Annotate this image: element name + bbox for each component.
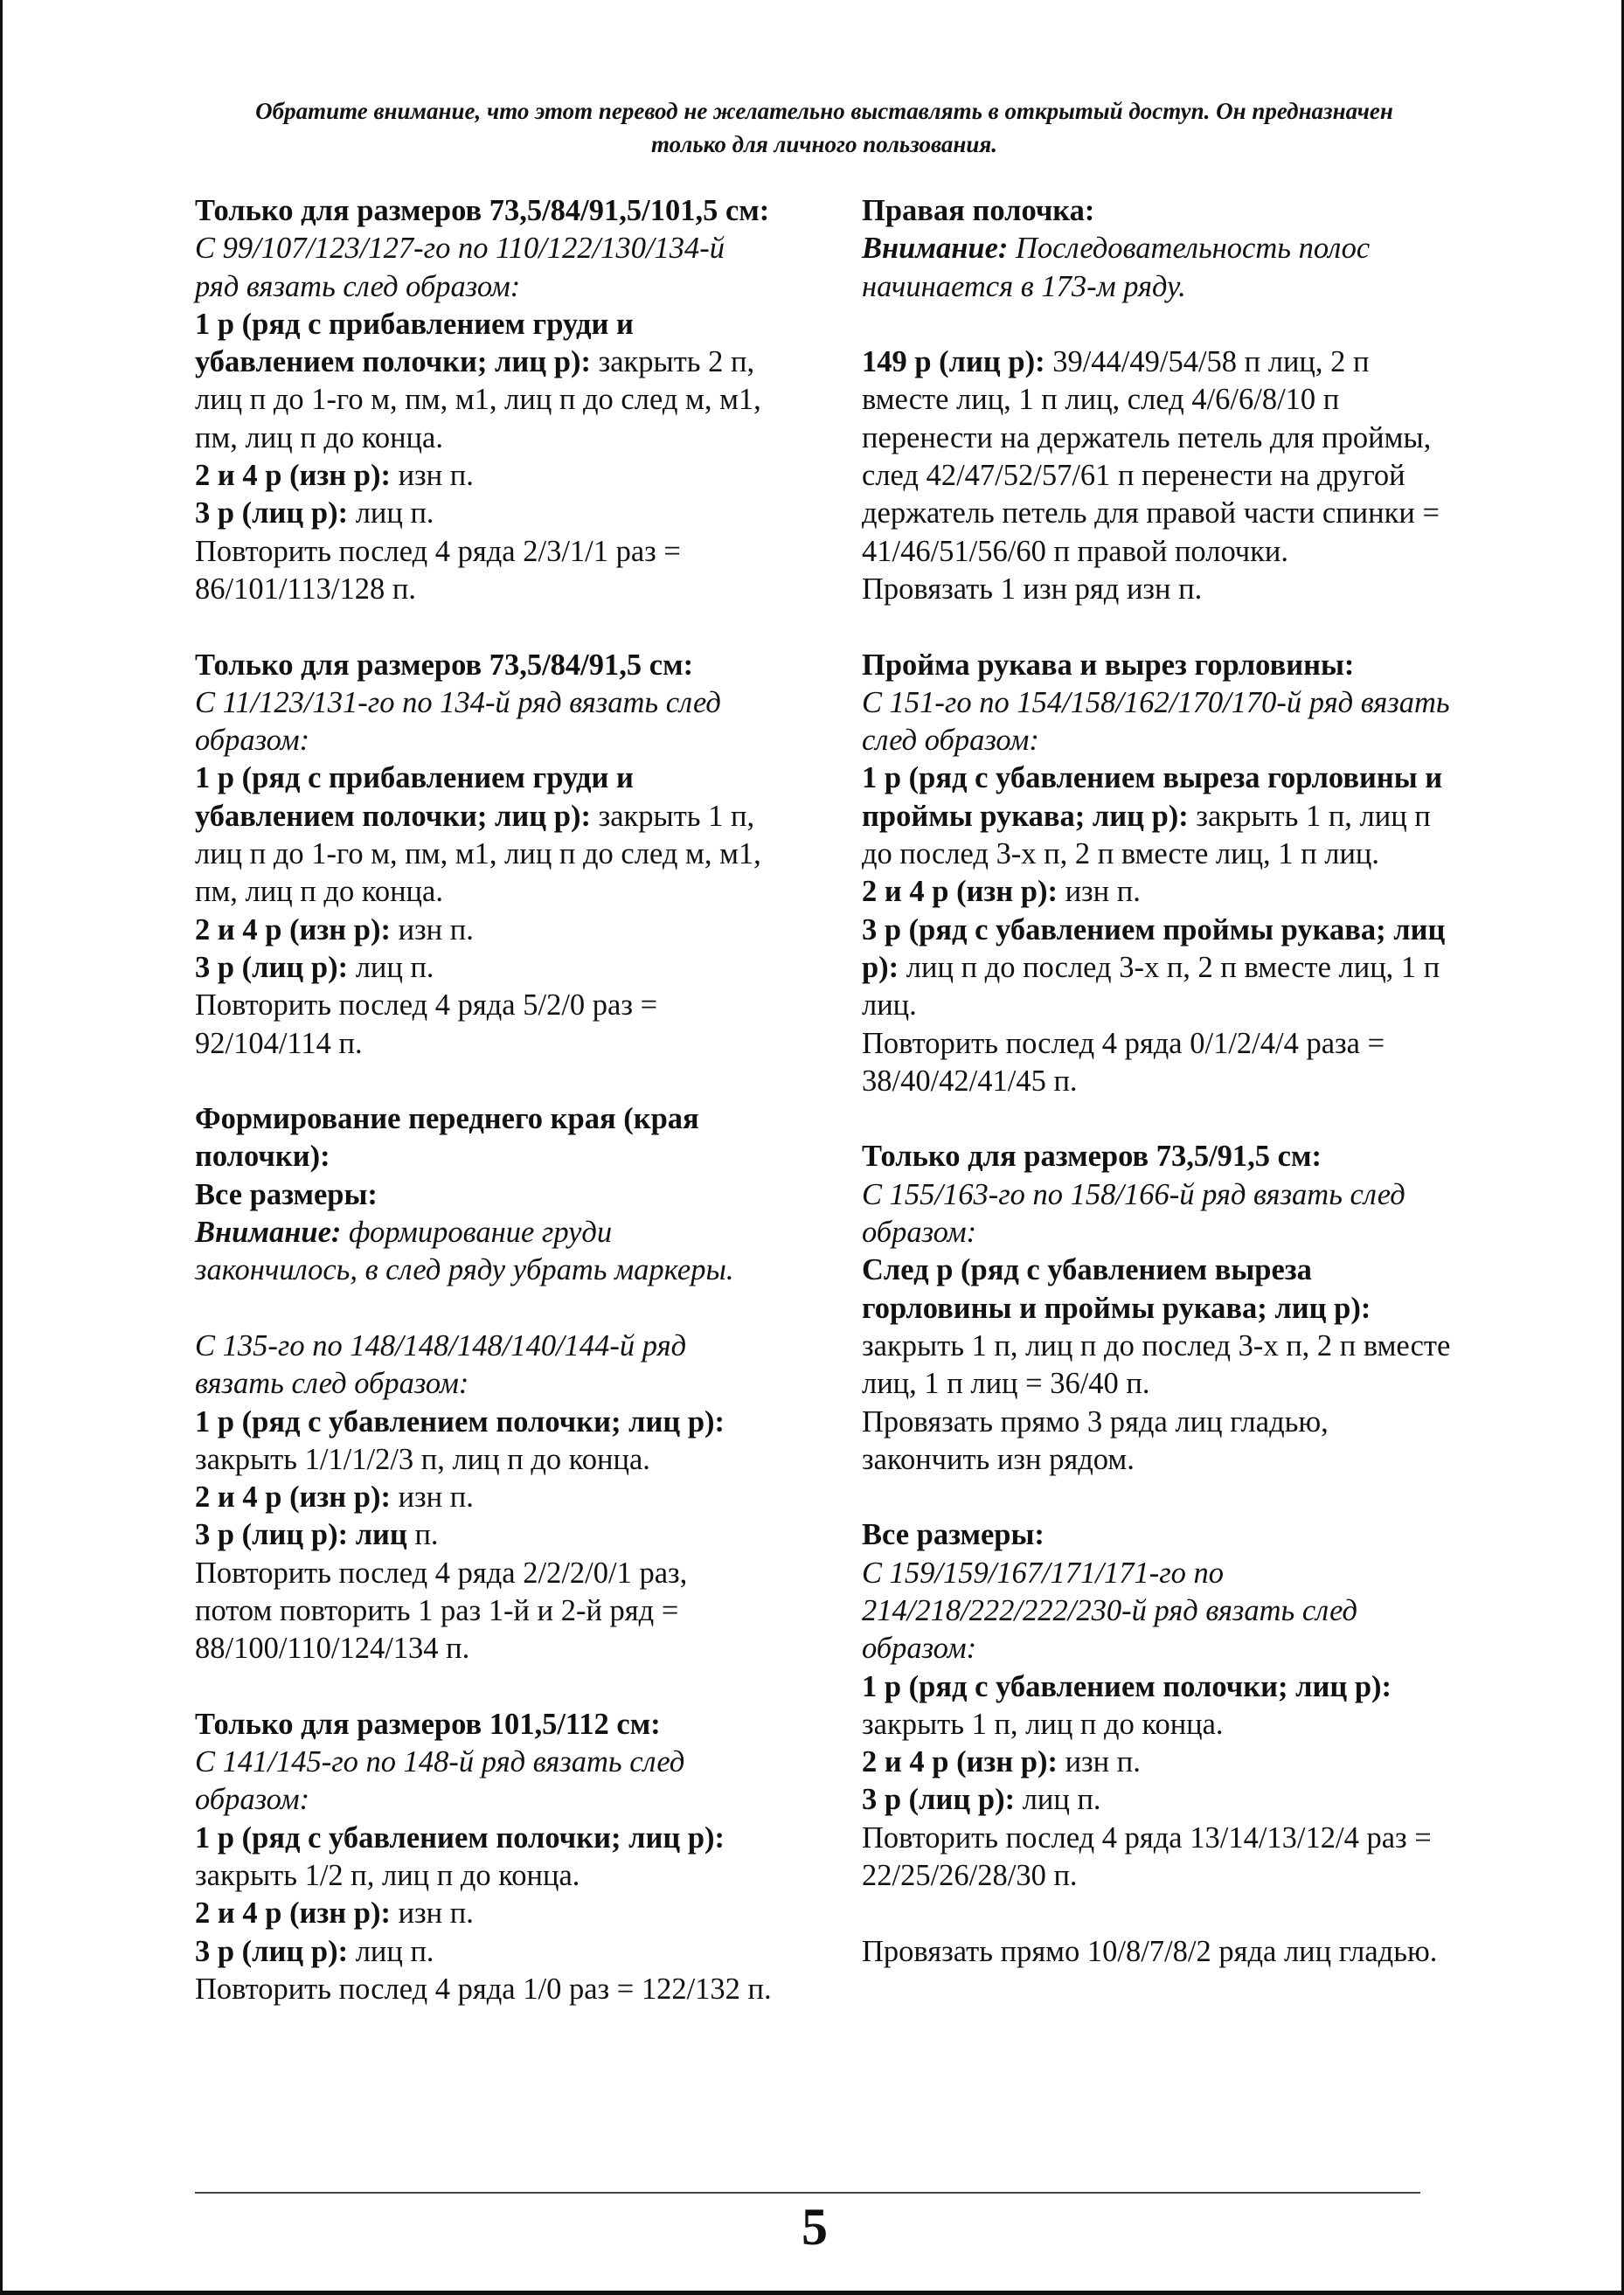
section-heading: Только для размеров 101,5/112 см: [195, 1707, 661, 1741]
row-instruction [195, 1516, 772, 1554]
row-label: След р (ряд с убавлением выреза горловины и проймы рукава; лиц р): [862, 1253, 1371, 1325]
row-label: 2 и 4 р (изн р): [195, 1480, 391, 1515]
row-instruction [862, 343, 1456, 571]
row-text: закрыть 1 п, лиц п до послед 3-х п, 2 п вместе лиц, 1 п лиц. [862, 799, 1431, 871]
row-text: 39/44/49/54/58 п лиц, 2 п вместе лиц, 1 п лиц, след 4/6/6/8/10 п перенести на держатель петель для проймы, след 42/47/52/57/61 п перенести на другой держатель петель для правой части спинки = 41/46/51/56/60 п правой полочки. [862, 345, 1440, 568]
row-text: лиц п до послед 3-х п, 2 п вместе лиц, 1 п лиц. [862, 950, 1440, 1023]
section-heading: Правая полочка: [862, 194, 1095, 227]
instruction-section [862, 1933, 1456, 1971]
row-instruction [862, 1668, 1456, 1744]
row-text: закрыть 1/2 п, лиц п до конца. [195, 1859, 580, 1893]
row-instruction [862, 1252, 1456, 1403]
row-text: лиц п. [348, 496, 434, 530]
repeat-instruction: Повторить послед 4 ряда 2/2/2/0/1 раз, потом повторить 1 раз 1-й и 2-й ряд = 88/100/110/124/134 п. [195, 1556, 688, 1666]
row-label: 1 р (ряд с убавлением полочки; лиц р): [195, 1404, 725, 1439]
row-label: 2 и 4 р (изн р): [862, 1745, 1058, 1779]
repeat-instruction: Повторить послед 4 ряда 13/14/13/12/4 раз = 22/25/26/28/30 п. [862, 1820, 1432, 1893]
instruction-section [195, 192, 772, 608]
row-text: закрыть 1/1/1/2/3 п, лиц п до конца. [195, 1442, 650, 1476]
repeat-instruction: Повторить послед 4 ряда 0/1/2/4/4 раза = 38/40/42/41/45 п. [862, 1026, 1385, 1098]
row-label: 1 р (ряд с прибавлением груди и убавлением полочки; лиц р): [195, 307, 634, 379]
attention-note [195, 1214, 772, 1290]
row-text: лиц п. [348, 950, 434, 984]
row-label: 2 и 4 р (изн р): [195, 912, 391, 946]
row-instruction [195, 759, 772, 911]
row-text: изн п. [390, 1896, 474, 1931]
row-instruction [195, 457, 772, 495]
row-label: 2 и 4 р (изн р): [195, 1896, 391, 1931]
section-heading: Все размеры: [862, 1518, 1044, 1552]
section-heading: Только для размеров 73,5/84/91,5/101,5 см: [195, 194, 770, 227]
privacy-notice: Обратите внимание, что этот перевод не желательно выставлять в открытый доступ. Он предназначен только для личного пользования. [255, 98, 1393, 157]
row-label: 3 р (лиц р): [195, 496, 349, 530]
row-label: 3 р (лиц р): [195, 950, 349, 984]
rows-range-intro: С 99/107/123/127-го по 110/122/130/134-й ряд вязать след образом: [195, 232, 725, 303]
rows-range-intro: С 11/123/131-го по 134-й ряд вязать след образом: [195, 685, 721, 758]
row-instruction [862, 912, 1456, 1025]
row-text: закрыть 2 п, лиц п до 1-го м, пм, м1, лиц п до след м, м1, пм, лиц п до конца. [195, 345, 761, 454]
repeat-instruction: Провязать прямо 10/8/7/8/2 ряда лиц гладью. [862, 1934, 1438, 1968]
instruction-section [862, 1138, 1456, 1479]
row-instruction [195, 495, 772, 532]
row-label: 1 р (ряд с убавлением выреза горловины и проймы рукава; лиц р): [862, 761, 1443, 833]
rows-range-intro: С 141/145-го по 148-й ряд вязать след образом: [195, 1745, 685, 1817]
instruction-section [862, 1516, 1456, 1895]
row-label: 3 р (лиц р): [862, 1783, 1016, 1817]
repeat-instruction: Провязать 1 изн ряд изн п. [862, 572, 1203, 606]
page-number: 5 [802, 2198, 828, 2256]
row-label: 1 р (ряд с прибавлением груди и убавлением полочки; лиц р): [195, 761, 634, 833]
instruction-section [862, 647, 1456, 1101]
row-text: изн п. [390, 459, 474, 493]
row-label: 2 и 4 р (изн р): [862, 875, 1058, 909]
row-instruction [195, 1895, 772, 1932]
row-instruction [195, 949, 772, 987]
attention-text: формирование груди закончилось, в след ряду убрать маркеры. [195, 1216, 734, 1287]
row-text: изн п. [390, 1480, 474, 1515]
section-heading: Формирование переднего края (края полочки): [195, 1102, 699, 1174]
row-instruction [862, 873, 1456, 911]
rows-range-intro: С 159/159/167/171/171-го по 214/218/222/222/230-й ряд вязать след образом: [862, 1556, 1357, 1666]
section-subheading: Все размеры: [195, 1177, 378, 1211]
row-label: 149 р (лиц р): [862, 345, 1045, 379]
row-instruction [195, 1820, 772, 1896]
rows-range-intro: С 151-го по 154/158/162/170/170-й ряд вязать след образом: [862, 685, 1450, 758]
row-label: 1 р (ряд с убавлением полочки; лиц р): [195, 1820, 725, 1855]
row-instruction [862, 1781, 1456, 1819]
rows-range-intro: С 155/163-го по 158/166-й ряд вязать след образом: [862, 1177, 1405, 1250]
row-text: изн п. [390, 912, 474, 946]
section-heading: Только для размеров 73,5/91,5 см: [862, 1140, 1322, 1174]
row-text: закрыть 1 п, лиц п до 1-го м, пм, м1, лиц п до след м, м1, пм, лиц п до конца. [195, 799, 761, 909]
row-text: лиц п. [1015, 1783, 1101, 1817]
row-instruction [195, 1479, 772, 1516]
row-label: 3 р (лиц р): [195, 1934, 349, 1968]
rows-range-intro: С 135-го по 148/148/148/140/144-й ряд вязать след образом: [195, 1328, 687, 1401]
row-instruction [862, 759, 1456, 873]
row-label: 1 р (ряд с убавлением полочки; лиц р): [862, 1669, 1392, 1703]
attention-note [862, 230, 1456, 306]
attention-label: Внимание: [195, 1216, 342, 1250]
instruction-section [195, 1328, 772, 1668]
row-instruction [195, 912, 772, 949]
repeat-instruction: Повторить послед 4 ряда 1/0 раз = 122/132 п. [195, 1972, 772, 2006]
instruction-section [195, 1100, 772, 1289]
row-instruction [195, 1933, 772, 1971]
section-heading: Только для размеров 73,5/84/91,5 см: [195, 648, 694, 682]
repeat-instruction: Повторить послед 4 ряда 5/2/0 раз = 92/104/114 п. [195, 988, 658, 1060]
row-text: п. [406, 1518, 439, 1552]
repeat-instruction: Провязать прямо 3 ряда лиц гладью, закончить изн рядом. [862, 1404, 1329, 1476]
section-heading: Пройма рукава и вырез горловины: [862, 648, 1355, 682]
row-instruction [195, 1404, 772, 1480]
instruction-section [862, 343, 1456, 608]
row-text: закрыть 1 п, лиц п до конца. [862, 1707, 1224, 1741]
instruction-section [195, 647, 772, 1063]
instruction-section [195, 1706, 772, 2008]
row-text: изн п. [1057, 1745, 1141, 1779]
row-label: 3 р (ряд с убавлением проймы рукава; лиц р): [862, 912, 1446, 984]
attention-text: Последовательность полос начинается в 173-м ряду. [862, 232, 1371, 303]
instruction-section [862, 192, 1456, 306]
attention-label: Внимание: [862, 232, 1009, 266]
right-column [862, 192, 1456, 1971]
row-text: изн п. [1057, 875, 1141, 909]
repeat-instruction: Повторить послед 4 ряда 2/3/1/1 раз = 86/101/113/128 п. [195, 534, 681, 606]
row-text: лиц п. [348, 1934, 434, 1968]
row-instruction [195, 306, 772, 457]
row-text: закрыть 1 п, лиц п до послед 3-х п, 2 п вместе лиц, 1 п лиц = 36/40 п. [862, 1328, 1451, 1401]
row-label: 3 р (лиц р): лиц [195, 1518, 407, 1552]
row-instruction [862, 1744, 1456, 1781]
row-label: 2 и 4 р (изн р): [195, 459, 391, 493]
left-column [195, 192, 772, 2008]
